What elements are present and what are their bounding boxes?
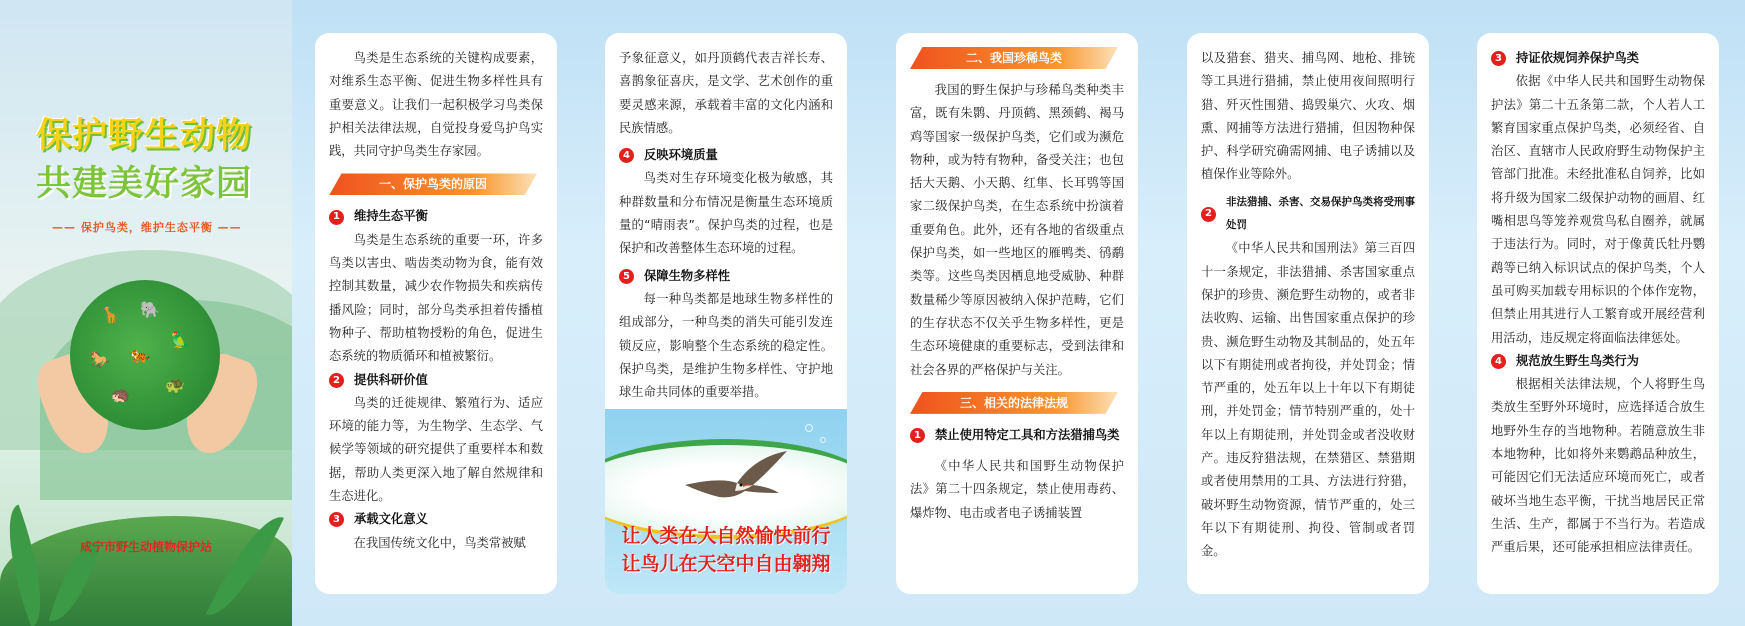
item-heading (1491, 47, 1705, 70)
item-heading (619, 265, 833, 288)
item-title: 规范放生野生鸟类行为 (1516, 353, 1639, 368)
intro-paragraph: 鸟类是生态系统的关键构成要素，对维系生态平衡、促进生物多样性具有重要意义。让我们一起积极学习鸟类保护相关法律法规，自觉投身爱鸟护鸟实践，共同守护鸟类生存家园。 (329, 51, 543, 159)
item-title: 提供科研价值 (354, 372, 428, 387)
item-title: 维持生态平衡 (354, 209, 428, 224)
cover-panel (0, 0, 292, 626)
item-heading (910, 424, 1124, 447)
item-title: 禁止使用特定工具和方法猎捕鸟类 (935, 427, 1120, 442)
item-number-badge: 3 (329, 512, 344, 527)
item-number-badge: 4 (1491, 354, 1506, 369)
panel-1 (315, 33, 557, 594)
item-text: 《中华人民共和国刑法》第三百四十一条规定，非法猎捕、杀害国家重点保护的珍贵、濒危野生动物的，或者非法收购、运输、出售国家重点保护的珍贵、濒危野生动物及其制品的，处五年以下有期徒刑或者拘役，并处罚金；情节严重的，处五年以上十年以下有期徒刑，并处罚金；情节特别严重的，处十年以上有期徒刑，并处罚金或者没收财产。违反狩猎法规，在禁猎区、禁猎期或者使用禁用的工具、方法进行狩猎，破坏野生动物资源，情节严重的，处三年以下有期徒刑、拘役、管制或者罚金。 (1201, 241, 1415, 559)
cover-title-line2: 共建美好家园 (36, 164, 253, 204)
item-heading (329, 508, 543, 531)
item-text: 鸟类是生态系统的重要一环，许多鸟类以害虫、啮齿类动物为食，能有效控制其数量，减少农作物损失和疾病传播风险；同时，部分鸟类承担着传播植物种子、帮助植物授粉的角色，促进生态系统的物质循环和植被繁衍。 (329, 232, 543, 364)
item-heading (619, 144, 833, 167)
section-header-1 (329, 173, 537, 197)
cover-subtitle: —— 保护鸟类，维护生态平衡 —— (52, 221, 242, 234)
animal-icon: 🐎 (90, 350, 110, 369)
bubble-decoration (805, 424, 813, 432)
item-title: 非法猎捕、杀害、交易保护鸟类将受刑事处罚 (1226, 195, 1415, 232)
section-paragraph: 我国的野生保护与珍稀鸟类种类丰富，既有朱鹮、丹顶鹤、黑颈鹤、褐马鸡等国家一级保护鸟类，它们或为濒危物种，或为特有物种，备受关注；也包括大天鹅、小天鹅、红隼、长耳鸮等国家二级保护鸟类，在生态系统中扮演着重要角色。此外，还有各地的省级重点保护鸟类，如一些地区的雁鸭类、鸻鹬类等。这些鸟类因栖息地受威胁、种群数量稀少等原因被纳入保护范畴，它们的生存状态不仅关乎生物多样性，更是生态环境健康的重要标志，受到法律和社会各界的严格保护与关注。 (910, 83, 1124, 377)
item-text: 《中华人民共和国野生动物保护法》第二十四条规定，禁止使用毒药、爆炸物、电击或者电子诱捕装置 (910, 459, 1124, 520)
item-title: 反映环境质量 (644, 148, 718, 163)
section-header-text: 三、相关的法律法规 (959, 395, 1068, 410)
item-number-badge: 1 (910, 428, 925, 443)
continued-paragraph: 以及猎套、猎夹、捕鸟网、地枪、排铳等工具进行猎捕，禁止使用夜间照明行猎、歼灭性围猎、捣毁巢穴、火攻、烟熏、网捕等方法进行猎捕，但因物种保护、科学研究确需网捕、电子诱捕以及植保作业等除外。 (1201, 51, 1415, 182)
cover-title-line1: 保护野生动物 (36, 116, 253, 156)
animal-globe-illustration (70, 280, 220, 430)
animal-icon: 🦜 (170, 330, 190, 349)
cover-title (36, 112, 266, 208)
section-header-3 (910, 392, 1118, 416)
item-heading (329, 369, 543, 392)
slogan-line1: 让人类在大自然愉快前行 (621, 525, 831, 547)
bird-illustration-box (605, 409, 847, 594)
panel-3 (896, 33, 1138, 594)
item-text: 在我国传统文化中，鸟类常被赋 (353, 535, 526, 550)
item-title: 持证依规饲养保护鸟类 (1516, 51, 1639, 65)
animal-icon: 🐘 (140, 300, 160, 319)
item-number-badge: 1 (329, 210, 344, 225)
continued-paragraph: 予象征意义，如丹顶鹤代表吉祥长寿、喜鹊象征喜庆，是文学、艺术创作的重要灵感来源，承载着丰富的文化内涵和民族情感。 (619, 51, 833, 135)
section-header-2 (910, 47, 1118, 71)
item-number-badge: 4 (619, 148, 634, 163)
animal-icon: 🐢 (165, 375, 185, 394)
item-text: 依据《中华人民共和国野生动物保护法》第二十五条第二款，个人若人工繁育国家重点保护鸟类，必须经省、自治区、直辖市人民政府野生动物保护主管部门批准。未经批准私自饲养，比如将升级为国家二级保护动物的画眉、红嘴相思鸟等笼养观赏鸟私自圈养，就属于违法行为。同时，对于像黄氏牡丹鹦鹉等已纳入标识试点的保护鸟类，个人虽可购买加载专用标识的个体作宠物，但禁止用其进行人工繁育或开展经营利用活动，违反规定将面临法律惩处。 (1491, 74, 1705, 345)
item-heading (1201, 191, 1415, 238)
item-number-badge: 3 (1491, 51, 1506, 66)
panel-4 (1187, 33, 1429, 594)
animal-icon: 🐅 (130, 345, 150, 364)
item-heading (329, 205, 543, 228)
slogan-line2: 让鸟儿在天空中自由翱翔 (621, 553, 831, 575)
tern-bird-icon (675, 447, 795, 507)
animal-icon: 🦒 (100, 305, 120, 324)
bubble-decoration (820, 437, 826, 443)
item-number-badge: 5 (619, 269, 634, 284)
section-header-text: 一、保护鸟类的原因 (378, 177, 487, 192)
panel-2 (605, 33, 847, 594)
item-text: 鸟类对生存环境变化极为敏感，其种群数量和分布情况是衡量生态环境质量的“晴雨表”。保护鸟类的过程，也是保护和改善整体生态环境的过程。 (619, 171, 833, 256)
item-title: 承载文化意义 (354, 512, 428, 527)
panel-5 (1477, 33, 1719, 594)
item-heading (1491, 350, 1705, 373)
animal-icon: 🦔 (110, 385, 130, 404)
item-title: 保障生物多样性 (644, 268, 731, 283)
item-number-badge: 2 (329, 373, 344, 388)
item-text: 根据相关法律法规，个人将野生鸟类放生至野外环境时，应选择适合放生地野外生存的当地物种。若随意放生非本地物种，比如将外来鹦鹉品种放生，可能因它们无法适应环境而死亡，或者破坏当地生态平衡，干扰当地居民正常生活、生产，都属于不当行为。若造成严重后果，还可能承担相应法律责任。 (1491, 377, 1705, 555)
item-number-badge: 2 (1201, 207, 1216, 222)
item-text: 鸟类的迁徙规律、繁殖行为、适应环境的能力等，为生物学、生态学、气候学等领域的研究提供了重要样本和数据，帮助人类更深入地了解自然规律和生态进化。 (329, 395, 543, 504)
section-header-text: 二、我国珍稀鸟类 (965, 51, 1062, 65)
item-text: 每一种鸟类都是地球生物多样性的组成部分，一种鸟类的消失可能引发连锁反应，影响整个生态系统的稳定性。保护鸟类，是维护生物多样性、守护地球生命共同体的重要举措。 (619, 291, 833, 400)
cover-organization: 咸宁市野生动植物保护站 (79, 540, 212, 554)
